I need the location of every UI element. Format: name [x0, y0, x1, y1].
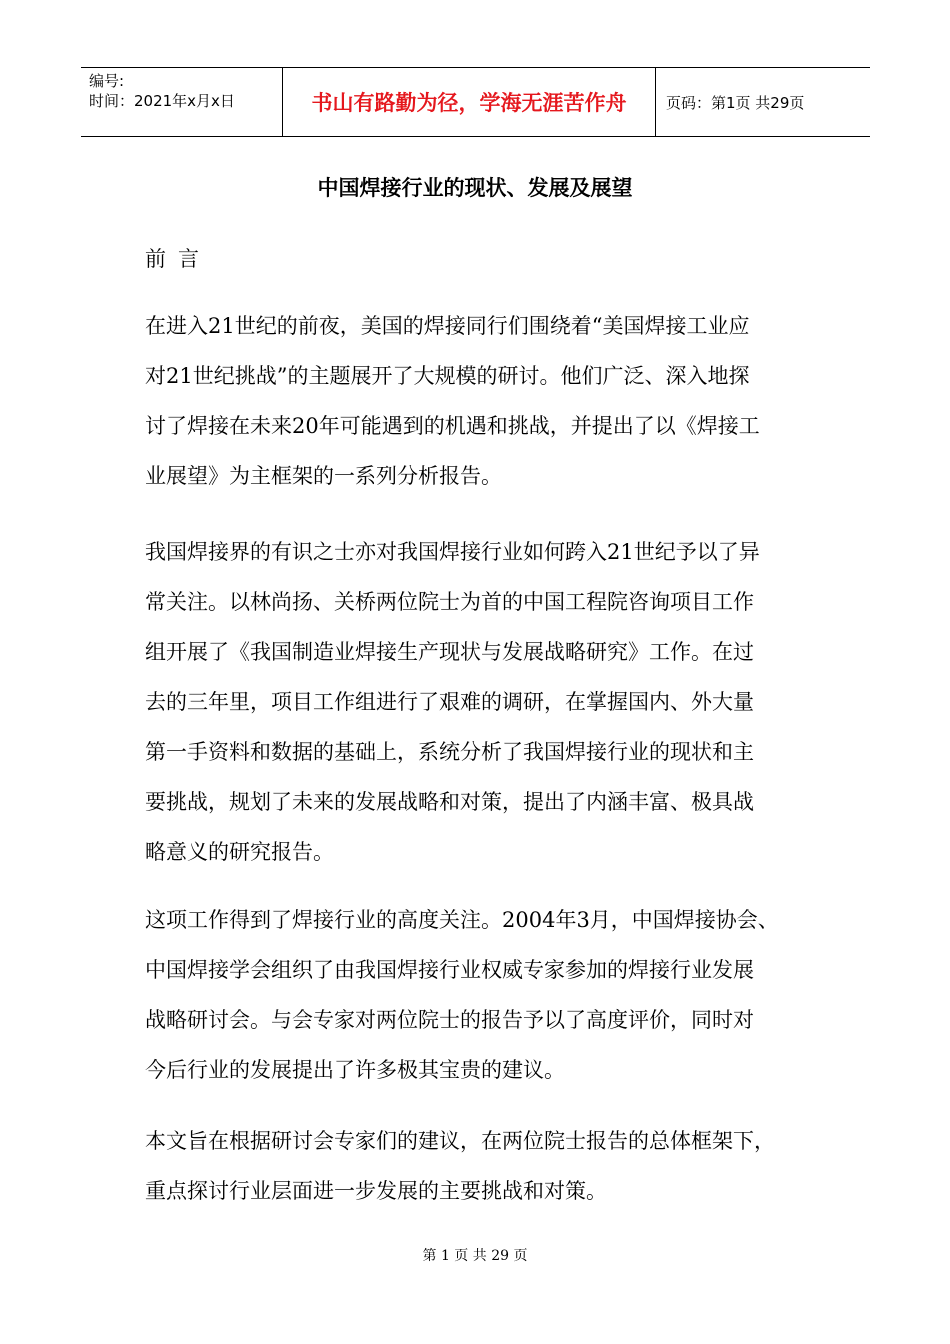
text-line: 对21世纪挑战”的主题展开了大规模的研讨。他们广泛、深入地探: [145, 364, 750, 388]
text-line: 第一手资料和数据的基础上，系统分析了我国焊接行业的现状和主: [145, 740, 754, 764]
page-footer: 第 1 页 共 29 页: [422, 1248, 528, 1264]
text-line: 今后行业的发展提出了许多极其宝贵的建议。: [145, 1058, 565, 1082]
text-line: 去的三年里，项目工作组进行了艰难的调研，在掌握国内、外大量: [145, 690, 754, 714]
text-line: 讨了焊接在未来20年可能遇到的机遇和挑战，并提出了以《焊接工: [145, 414, 760, 438]
paragraph-2: [145, 527, 825, 877]
paragraph-1: [145, 301, 825, 501]
time-label: 时间：2021年x月x日: [89, 92, 235, 110]
header-motto: 书山有路勤为径，学海无涯苦作舟: [283, 68, 656, 136]
text-line: 中国焊接学会组织了由我国焊接行业权威专家参加的焊接行业发展: [145, 958, 754, 982]
paragraph-4: [145, 1116, 825, 1216]
text-line: 业展望》为主框架的一系列分析报告。: [145, 464, 502, 488]
text-line: 这项工作得到了焊接行业的高度关注。2004年3月，中国焊接协会、: [145, 908, 779, 932]
header-meta: [81, 68, 283, 136]
paragraph-3: [145, 895, 825, 1095]
text-line: 常关注。以林尚扬、关桥两位院士为首的中国工程院咨询项目工作: [145, 590, 754, 614]
document-title: 中国焊接行业的现状、发展及展望: [317, 176, 633, 200]
text-line: 本文旨在根据研讨会专家们的建议，在两位院士报告的总体框架下，: [145, 1129, 775, 1153]
header-page-info: 页码：第1页 共29页: [666, 93, 805, 112]
text-line: 组开展了《我国制造业焊接生产现状与发展战略研究》工作。在过: [145, 640, 754, 664]
text-line: 我国焊接界的有识之士亦对我国焊接行业如何跨入21世纪予以了异: [145, 540, 760, 564]
text-line: 战略研讨会。与会专家对两位院士的报告予以了高度评价，同时对: [145, 1008, 754, 1032]
text-line: 重点探讨行业层面进一步发展的主要挑战和对策。: [145, 1179, 607, 1203]
text-line: 略意义的研究报告。: [145, 840, 334, 864]
text-line: 要挑战，规划了未来的发展战略和对策，提出了内涵丰富、极具战: [145, 790, 754, 814]
section-heading: 前言: [145, 247, 211, 271]
page-header: [81, 67, 870, 137]
text-line: 在进入21世纪的前夜，美国的焊接同行们围绕着“美国焊接工业应: [145, 314, 750, 338]
number-label: 编号:: [89, 72, 125, 90]
